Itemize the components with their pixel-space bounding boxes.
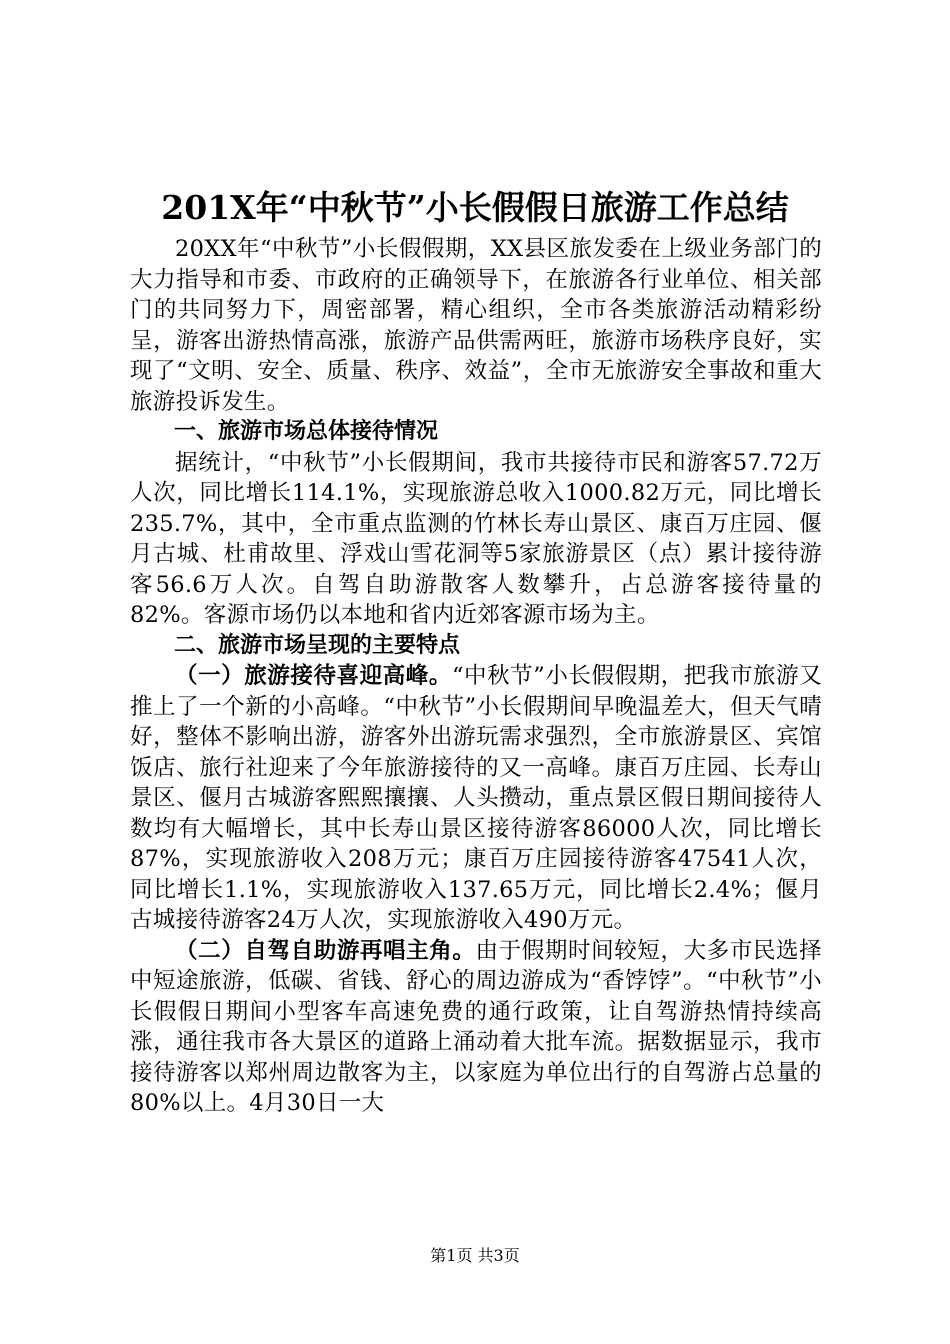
section-1-paragraph: 据统计，“中秋节”小长假期间，我市共接待市民和游客57.72万人次，同比增长114.1%，实现旅游总收入1000.82万元，同比增长235.7%，其中，全市重点监测的竹林长寿山景区、康百万庄园、偃月古城、杜甫故里、浮戏山雪花洞等5家旅游景区（点）累计接待游客56.6万人次。自驾自助游散客人数攀升，占总游客接待量的82%。客源市场仍以本地和省内近郊客源市场为主。: [130, 449, 822, 628]
section-2-heading: 二、旅游市场呈现的主要特点: [174, 632, 461, 658]
intro-paragraph: 20XX年“中秋节”小长假假期，XX县区旅发委在上级业务部门的大力指导和市委、市政府的正确领导下，在旅游各行业单位、相关部门的共同努力下，周密部署，精心组织，全市各类旅游活动精彩纷呈，游客出游热情高涨，旅游产品供需两旺，旅游市场秩序良好，实现了“文明、安全、质量、秩序、效益”，全市无旅游安全事故和重大旅游投诉发生。: [130, 236, 822, 415]
section-2-item-1-text: “中秋节”小长假假期，把我市旅游又推上了一个新的小高峰。“中秋节”小长假期间早晚温差大，但天气晴好，整体不影响出游，游客外出游玩需求强烈，全市旅游景区、宾馆饭店、旅行社迎来了今年旅游接待的又一高峰。康百万庄园、长寿山景区、偃月古城游客熙熙攘攘、人头攒动，重点景区假日期间接待人数均有大幅增长，其中长寿山景区接待游客86000人次，同比增长87%，实现旅游收入208万元；康百万庄园接待游客47541人次，同比增长1.1%，实现旅游收入137.65万元，同比增长2.4%；偃月古城接待游客24万人次，实现旅游收入490万元。: [130, 663, 822, 933]
section-2-item-2-text: 由于假期时间较短，大多市民选择中短途旅游，低碳、省钱、舒心的周边游成为“香饽饽”。“中秋节”小长假假日期间小型客车高速免费的通行政策，让自驾游热情持续高涨，通往我市各大景区的道路上涌动着大批车流。据数据显示，我市接待游客以郑州周边散客为主，以家庭为单位出行的自驾游占总量的80%以上。4月30日一大: [130, 937, 822, 1116]
section-2-item-1-lead: （一）旅游接待喜迎高峰。: [175, 663, 452, 689]
page-footer: 第1页 共3页: [430, 1246, 520, 1265]
section-2-item-2-paragraph: [130, 936, 822, 1119]
section-1-heading: 一、旅游市场总体接待情况: [174, 419, 439, 444]
section-2-item-2-lead: （二）自驾自助游再唱主角。: [175, 937, 476, 964]
section-2-item-1-paragraph: [130, 661, 822, 936]
document-title: 201X年“中秋节”小长假假日旅游工作总结: [161, 188, 789, 227]
document-body: [130, 234, 822, 1119]
